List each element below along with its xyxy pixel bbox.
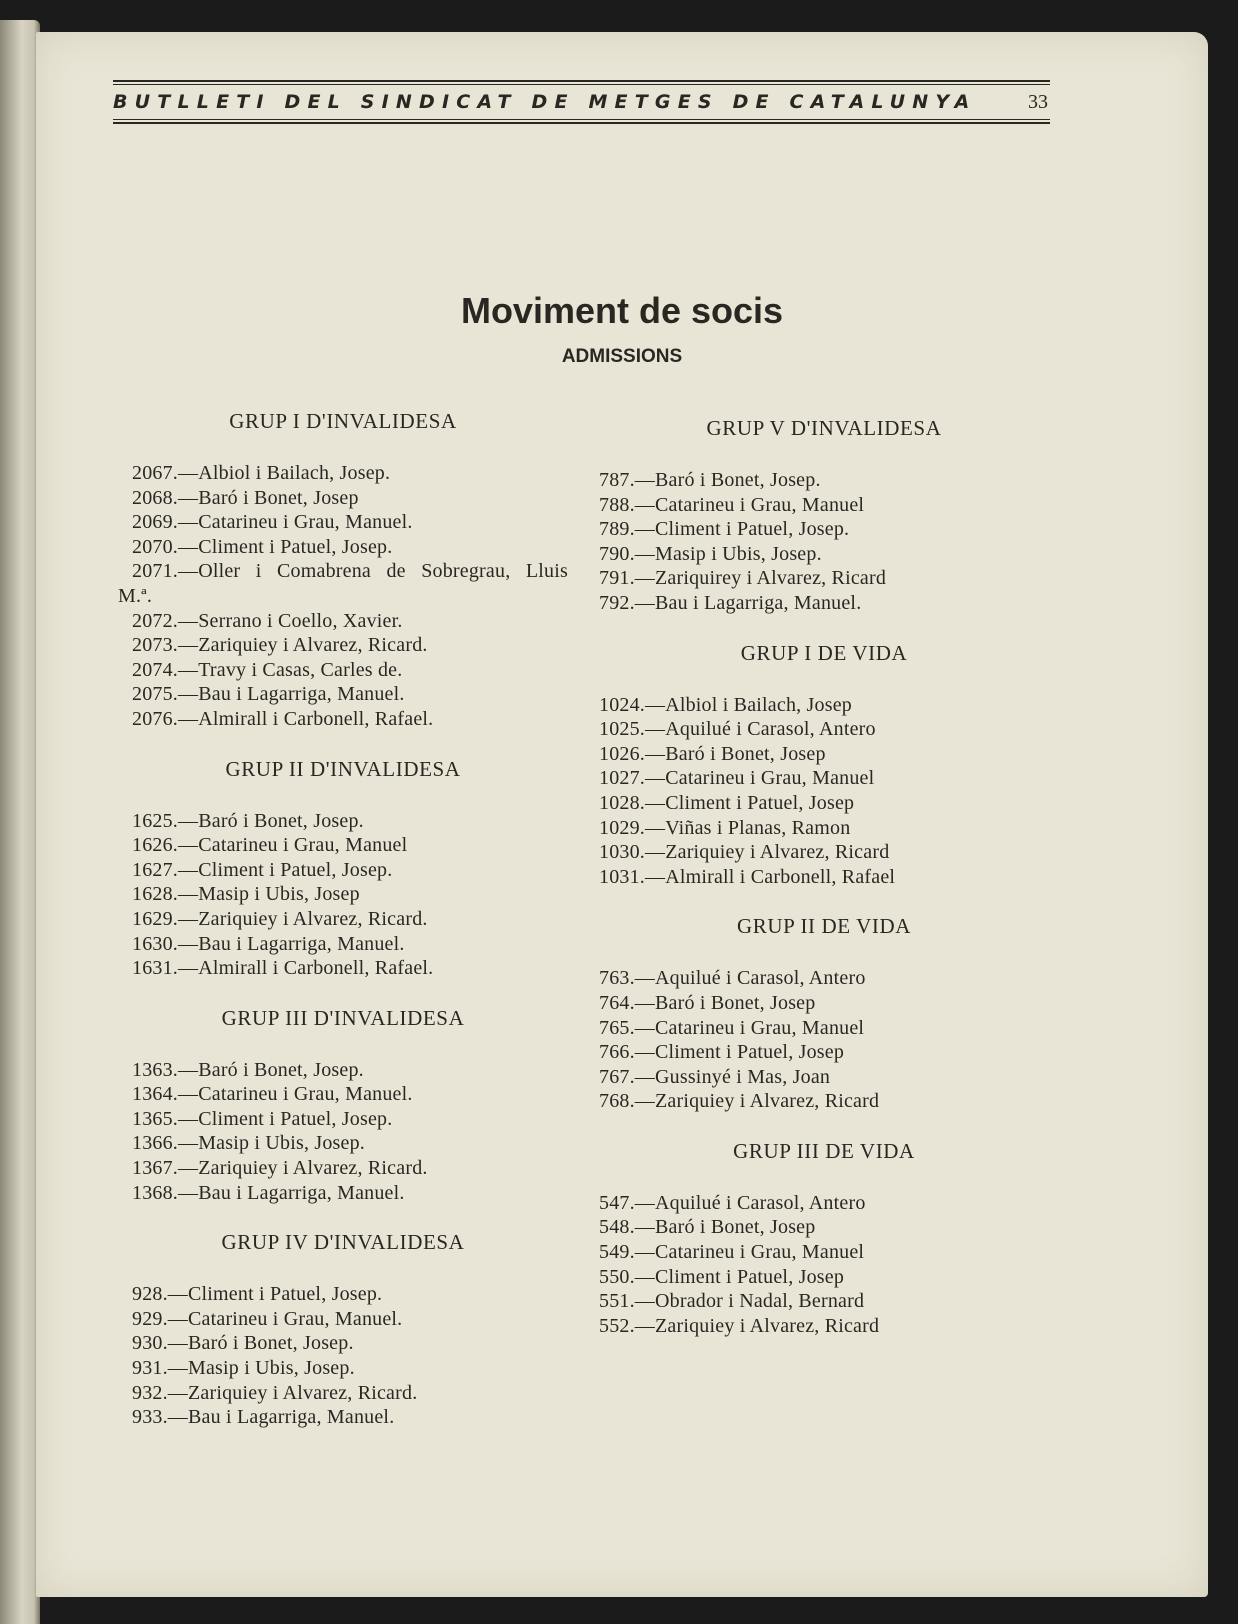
member-entry: 787.—Baró i Bonet, Josep. <box>599 469 821 491</box>
journal-title: BUTLLETI DEL SINDICAT DE METGES DE CATALUNYA <box>113 91 977 113</box>
member-entry: 791.—Zariquirey i Alvarez, Ricard <box>599 567 887 590</box>
member-entry: 765.—Catarineu i Grau, Manuel <box>599 1016 865 1039</box>
member-entry: 1367.—Zariquiey i Alvarez, Ricard. <box>132 1157 428 1180</box>
group-heading: GRUP II DE VIDA <box>736 914 912 939</box>
previous-page-edge <box>0 20 40 1624</box>
member-entry: 1026.—Baró i Bonet, Josep <box>599 742 826 765</box>
member-entry: 763.—Aquilué i Carasol, Antero <box>599 967 866 990</box>
member-list <box>599 468 1049 616</box>
member-list <box>118 461 568 732</box>
member-entry: 792.—Bau i Lagarriga, Manuel. <box>599 591 862 614</box>
running-header <box>113 80 1050 124</box>
member-entry: 1630.—Bau i Lagarriga, Manuel. <box>132 932 405 955</box>
left-column <box>118 409 568 1455</box>
group-heading: GRUP II D'INVALIDESA <box>225 756 461 781</box>
member-entry: 547.—Aquilué i Carasol, Antero <box>599 1191 866 1214</box>
group-heading: GRUP IV D'INVALIDESA <box>221 1230 465 1255</box>
right-column <box>599 416 1049 1363</box>
group-heading: GRUP V D'INVALIDESA <box>706 416 942 440</box>
member-entry: 930.—Baró i Bonet, Josep. <box>132 1332 354 1355</box>
member-entry: 2075.—Bau i Lagarriga, Manuel. <box>132 683 405 706</box>
member-entry: 1626.—Catarineu i Grau, Manuel <box>132 834 408 857</box>
member-entry: 550.—Climent i Patuel, Josep <box>599 1265 845 1288</box>
group-heading: GRUP III DE VIDA <box>733 1138 915 1163</box>
member-entry: 2074.—Travy i Casas, Carles de. <box>132 658 403 681</box>
member-entry: 548.—Baró i Bonet, Josep <box>599 1216 816 1239</box>
page-title: Moviment de socis <box>460 290 784 331</box>
member-entry: 1368.—Bau i Lagarriga, Manuel. <box>132 1181 405 1204</box>
member-entry: 549.—Catarineu i Grau, Manuel <box>599 1241 865 1264</box>
member-entry: 2070.—Climent i Patuel, Josep. <box>132 535 393 558</box>
member-entry: 2071.—Oller i Comabrena de Sobregrau, Lluis M.ª. <box>118 560 568 607</box>
member-entry: 2076.—Almirall i Carbonell, Rafael. <box>132 707 434 730</box>
member-entry: 1629.—Zariquiey i Alvarez, Ricard. <box>132 907 428 930</box>
member-entry: 1025.—Aquilué i Carasol, Antero <box>599 718 876 741</box>
member-entry: 790.—Masip i Ubis, Josep. <box>599 542 822 565</box>
member-entry: 2067.—Albiol i Bailach, Josep. <box>132 462 391 484</box>
page-number: 33 <box>1028 90 1048 113</box>
member-entry: 1366.—Masip i Ubis, Josep. <box>132 1132 365 1155</box>
member-entry: 1030.—Zariquiey i Alvarez, Ricard <box>599 841 890 864</box>
member-list <box>599 1191 1049 1339</box>
member-entry: 1028.—Climent i Patuel, Josep <box>599 791 855 814</box>
member-entry: 1027.—Catarineu i Grau, Manuel <box>599 767 875 790</box>
member-entry: 2073.—Zariquiey i Alvarez, Ricard. <box>132 634 428 657</box>
member-entry: 764.—Baró i Bonet, Josep <box>599 991 816 1014</box>
member-entry: 1627.—Climent i Patuel, Josep. <box>132 858 393 881</box>
member-entry: 1625.—Baró i Bonet, Josep. <box>132 809 364 832</box>
member-entry: 1031.—Almirall i Carbonell, Rafael <box>599 865 896 888</box>
member-entry: 2068.—Baró i Bonet, Josep <box>132 486 359 509</box>
header-rule-top <box>113 80 1050 82</box>
group-heading: GRUP I D'INVALIDESA <box>229 409 457 433</box>
member-list <box>118 1058 568 1206</box>
member-entry: 1631.—Almirall i Carbonell, Rafael. <box>132 957 434 980</box>
member-entry: 767.—Gussinyé i Mas, Joan <box>599 1065 831 1088</box>
member-list <box>118 1282 568 1430</box>
group-heading: GRUP I DE VIDA <box>740 640 908 665</box>
member-entry: 1628.—Masip i Ubis, Josep <box>132 883 360 906</box>
member-entry: 931.—Masip i Ubis, Josep. <box>132 1357 355 1380</box>
member-entry: 1024.—Albiol i Bailach, Josep <box>599 693 852 716</box>
header-rule-bottom-thin <box>113 119 1050 120</box>
member-list <box>118 809 568 981</box>
member-entry: 551.—Obrador i Nadal, Bernard <box>599 1290 865 1313</box>
member-entry: 1365.—Climent i Patuel, Josep. <box>132 1107 393 1130</box>
member-entry: 1029.—Viñas i Planas, Ramon <box>599 816 851 839</box>
member-entry: 789.—Climent i Patuel, Josep. <box>599 518 850 541</box>
member-entry: 932.—Zariquiey i Alvarez, Ricard. <box>132 1381 418 1404</box>
member-list <box>599 966 1049 1114</box>
member-entry: 766.—Climent i Patuel, Josep <box>599 1041 845 1064</box>
document-page <box>36 32 1208 1597</box>
member-entry: 2072.—Serrano i Coello, Xavier. <box>132 609 403 632</box>
member-entry: 929.—Catarineu i Grau, Manuel. <box>132 1307 403 1330</box>
group-heading: GRUP III D'INVALIDESA <box>221 1005 465 1030</box>
member-entry: 768.—Zariquiey i Alvarez, Ricard <box>599 1090 880 1113</box>
member-entry: 1364.—Catarineu i Grau, Manuel. <box>132 1083 413 1106</box>
section-subtitle: ADMISSIONS <box>561 346 683 367</box>
member-entry: 928.—Climent i Patuel, Josep. <box>132 1283 383 1306</box>
member-entry: 788.—Catarineu i Grau, Manuel <box>599 493 865 516</box>
member-entry: 552.—Zariquiey i Alvarez, Ricard <box>599 1314 880 1337</box>
header-rule-bottom <box>113 122 1050 124</box>
member-list <box>599 693 1049 890</box>
member-entry: 1363.—Baró i Bonet, Josep. <box>132 1058 364 1081</box>
member-entry: 933.—Bau i Lagarriga, Manuel. <box>132 1406 395 1429</box>
member-entry: 2069.—Catarineu i Grau, Manuel. <box>132 511 413 534</box>
